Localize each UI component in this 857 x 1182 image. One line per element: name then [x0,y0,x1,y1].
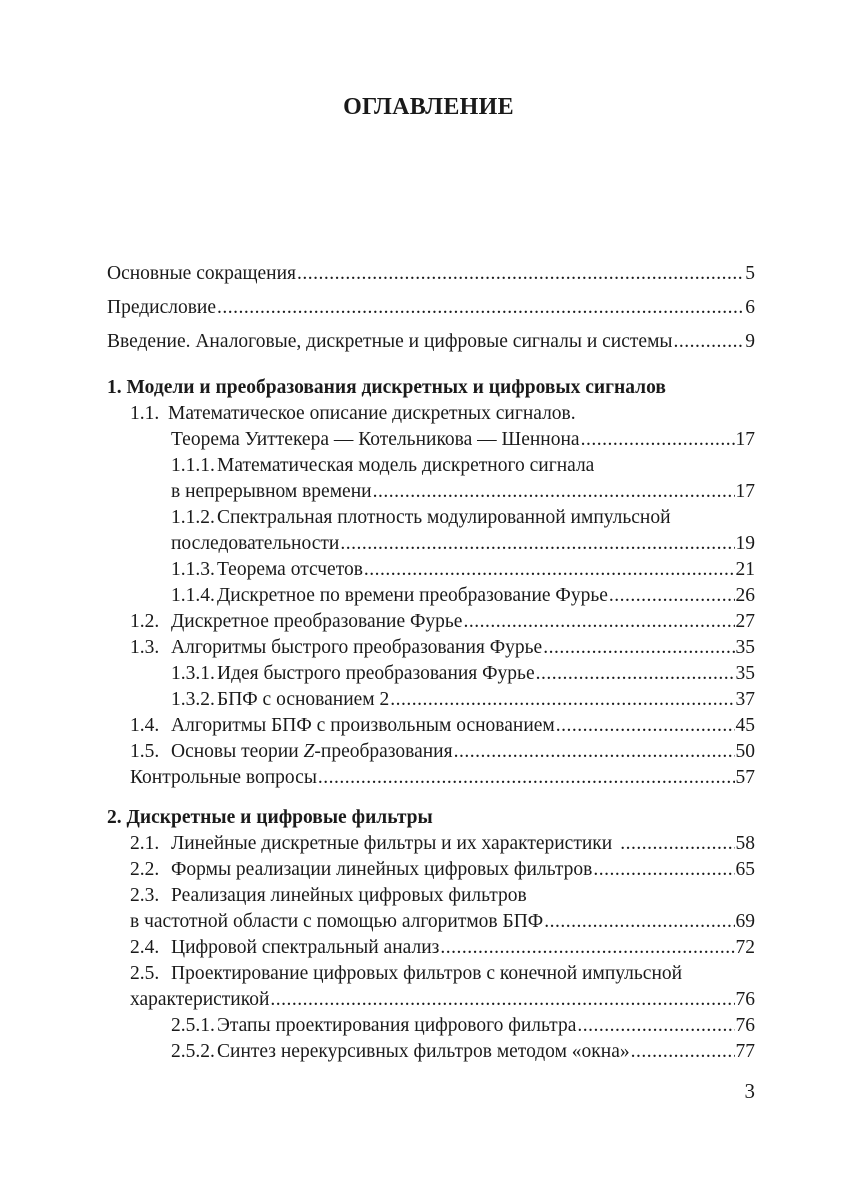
section-title-line1: Математическая модель дискретного сигнала [217,455,595,476]
leader-dots [556,714,735,738]
section-title-line2: характеристикой [130,989,270,1010]
section-title: Алгоритмы быстрого преобразования Фурье [171,637,543,658]
toc-entry-page: 65 [735,859,755,880]
leader-dots [364,558,735,582]
leader-dots [454,740,735,764]
section-number: 2.5.2. [171,1041,215,1062]
section-title-line2: последовательности [171,533,340,554]
toc-entry-page: 76 [735,1015,755,1036]
toc-entry-abbreviations[interactable] [107,262,755,286]
chapter-title: Дискретные и цифровые фильтры [126,807,433,828]
leader-dots [544,910,734,934]
toc-entry-2-1[interactable] [130,832,755,856]
section-number: 2.2. [130,859,160,880]
section-number: 1.3. [130,637,160,658]
leader-dots [536,662,735,686]
toc-entry-1-1-1-line2[interactable] [171,480,755,504]
section-title-line1: Проектирование цифровых фильтров с конечной импульсной [171,963,683,984]
toc-entry-page: 77 [735,1041,755,1062]
toc-entry-page: 17 [735,481,755,502]
section-number: 1.1.4. [171,585,215,606]
section-title-line2: в непрерывном времени [171,481,372,502]
leader-dots [631,1040,735,1064]
toc-entry-page: 50 [735,741,755,762]
section-number: 1.2. [130,611,160,632]
section-title-line1: Математическое описание дискретных сигналов. [168,403,576,424]
section-title: Алгоритмы БПФ с произвольным основанием [171,715,555,736]
leader-dots [609,584,735,608]
section-number: 1.1.2. [171,507,215,528]
z-variable: Z [303,741,315,762]
toc-entry-review-questions-1[interactable] [130,766,755,790]
section-title: Линейные дискретные фильтры и их характеристики [171,833,613,854]
section-number: 1.1.1. [171,455,215,476]
section-title: Синтез нерекурсивных фильтров методом «окна» [217,1041,630,1062]
toc-entry-page: 35 [735,637,755,658]
chapter-number: 2. [107,807,122,828]
section-title: Дискретное по времени преобразование Фурье [217,585,608,606]
section-title: Идея быстрого преобразования Фурье [217,663,535,684]
toc-entry-page: 17 [735,429,755,450]
toc-entry-2-5-line1[interactable] [130,962,682,986]
toc-entry-2-2[interactable] [130,858,755,882]
toc-entry-page: 37 [735,689,755,710]
section-number: 2.4. [130,937,160,958]
toc-entry-1-1-3[interactable] [171,558,755,582]
toc-entry-page: 69 [735,911,755,932]
section-number: 1.1.3. [171,559,215,580]
toc-entry-page: 57 [735,767,755,788]
toc-chapter-1[interactable] [107,376,666,400]
toc-entry-2-5-1[interactable] [171,1014,755,1038]
toc-entry-1-1-line2[interactable] [171,428,755,452]
toc-entry-introduction[interactable] [107,330,755,354]
toc-entry-page: 27 [735,611,755,632]
toc-entry-1-3[interactable] [130,636,755,660]
section-title: Цифровой спектральный анализ [171,937,440,958]
title-text: -преобразования [314,741,453,762]
toc-entry-page: 72 [735,937,755,958]
toc-entry-1-1-4[interactable] [171,584,755,608]
toc-entry-preface[interactable] [107,296,755,320]
section-number: 2.5. [130,963,160,984]
leader-dots [390,688,734,712]
section-number: 1.1. [130,403,160,424]
toc-entry-page: 26 [735,585,755,606]
leader-dots [543,636,734,660]
page-number: 3 [744,1079,755,1103]
leader-dots [373,480,735,504]
toc-entry-1-2[interactable] [130,610,755,634]
section-title: Формы реализации линейных цифровых фильтров [171,859,593,880]
toc-entry-1-1-2-line2[interactable] [171,532,755,556]
leader-dots [440,936,734,960]
section-title-line1: Спектральная плотность модулированной импульсной [217,507,671,528]
toc-entry-1-1-line1[interactable] [130,402,576,426]
leader-dots [340,532,734,556]
section-number: 1.3.1. [171,663,215,684]
leader-dots [217,296,744,320]
toc-entry-label: Основные сокращения [107,263,296,284]
toc-entry-2-4[interactable] [130,936,755,960]
toc-entry-1-5[interactable] [130,740,755,764]
toc-chapter-2[interactable] [107,806,433,830]
toc-entry-page: 21 [735,559,755,580]
toc-entry-1-3-2[interactable] [171,688,755,712]
chapter-number: 1. [107,377,122,398]
leader-dots [620,832,734,856]
leader-dots [674,330,745,354]
leader-dots [318,766,735,790]
toc-entry-1-3-1[interactable] [171,662,755,686]
toc-entry-page: 35 [735,663,755,684]
page-title: ОГЛАВЛЕНИЕ [343,94,514,120]
toc-entry-2-3-line2[interactable] [130,910,755,934]
toc-entry-page: 9 [745,331,755,352]
section-title: Теорема отсчетов [217,559,363,580]
section-title-line2: Теорема Уиттекера — Котельникова — Шеннона [171,429,580,450]
section-title [171,740,453,764]
section-number: 2.1. [130,833,160,854]
toc-entry-page: 5 [745,263,755,284]
toc-entry-1-4[interactable] [130,714,755,738]
toc-entry-2-3-line1[interactable] [130,884,527,908]
leader-dots [270,988,734,1012]
leader-dots [463,610,734,634]
toc-entry-label: Предисловие [107,297,217,318]
section-title: БПФ с основанием 2 [217,689,390,710]
section-number: 2.5.1. [171,1015,215,1036]
section-number: 1.3.2. [171,689,215,710]
toc-entry-1-1-2-line1[interactable] [171,506,671,530]
section-number: 2.3. [130,885,160,906]
toc-entry-page: 58 [735,833,755,854]
toc-entry-page: 6 [745,297,755,318]
section-title: Контрольные вопросы [130,767,317,788]
leader-dots [297,262,744,286]
toc-entry-page: 76 [735,989,755,1010]
leader-dots [593,858,734,882]
section-number: 1.4. [130,715,160,736]
title-text: Основы теории [171,741,304,762]
section-title: Этапы проектирования цифрового фильтра [217,1015,577,1036]
section-title: Дискретное преобразование Фурье [171,611,463,632]
section-title-line2: в частотной области с помощью алгоритмов БПФ [130,911,544,932]
toc-entry-2-5-line2[interactable] [130,988,755,1012]
toc-entry-2-5-2[interactable] [171,1040,755,1064]
section-number: 1.5. [130,741,160,762]
toc-entry-label: Введение. Аналоговые, дискретные и цифровые сигналы и системы [107,331,673,352]
toc-entry-page: 19 [735,533,755,554]
toc-entry-1-1-1-line1[interactable] [171,454,594,478]
section-title-line1: Реализация линейных цифровых фильтров [171,885,527,906]
leader-dots [581,428,735,452]
leader-dots [577,1014,734,1038]
toc-entry-page: 45 [735,715,755,736]
chapter-title: Модели и преобразования дискретных и цифровых сигналов [126,377,666,398]
